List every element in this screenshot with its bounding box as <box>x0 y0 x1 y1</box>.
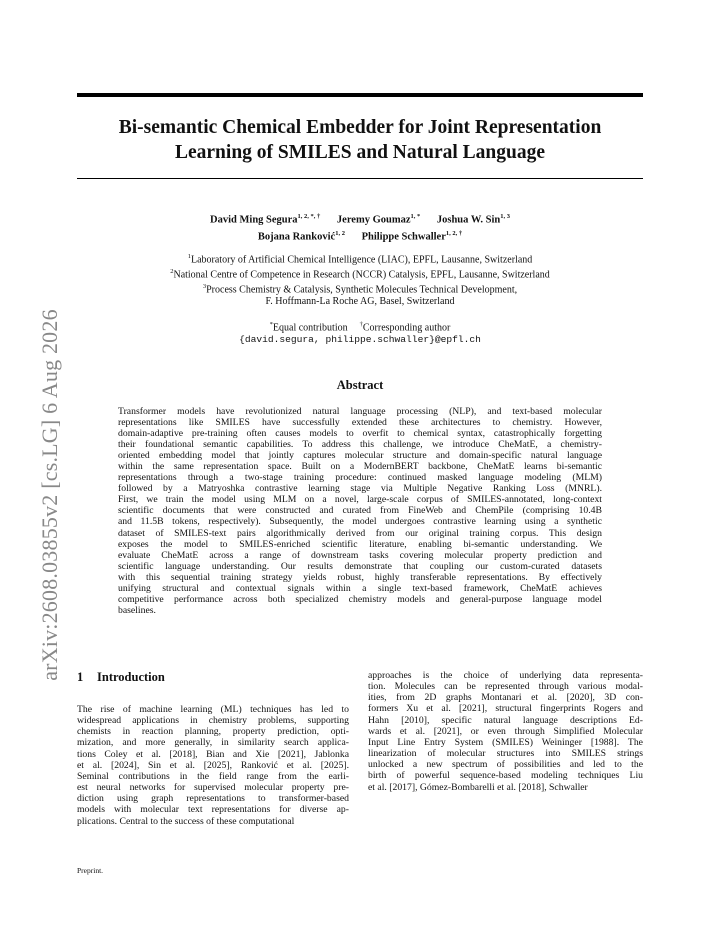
title-bottom-rule <box>77 178 643 179</box>
author-name: Philippe Schwaller <box>361 231 446 242</box>
body-text-line: formers Xu et al. [2021], structural fingerprints Rogers and <box>368 703 643 715</box>
corresponding-mark: † <box>359 321 363 328</box>
section-heading <box>77 670 165 685</box>
affiliation-mark: 3 <box>202 282 207 290</box>
abstract-line: scientific documents that were constructed and curated from FineWeb and ChemPile (comprising 10.4B <box>118 505 602 517</box>
body-text-line: Input Line Entry System (SMILES) Weininger [1988]. The <box>368 736 643 748</box>
contribution-notes <box>77 319 643 346</box>
body-text-line: diction using graph representations to transformer-based <box>77 793 349 805</box>
abstract-line: with this sequential training strategy yields robust, highly transferable representations. By effectively <box>118 571 602 583</box>
author-row-1 <box>77 210 643 227</box>
intro-left-column <box>77 704 349 827</box>
intro-right-column <box>368 670 643 793</box>
abstract-line: their foundational semantic capabilities. To address this challenge, we introduce CheMatE, a chemistry- <box>118 439 602 451</box>
author-marks: 1, 2, † <box>445 229 463 237</box>
body-text-line: tion. Molecules can be represented through various modal- <box>368 681 643 693</box>
abstract-line: within the same representation space. Built on a ModernBERT backbone, CheMatE learns bi-semantic <box>118 461 602 473</box>
body-text-line: widespread applications in chemistry problems, supporting <box>77 715 349 727</box>
affiliation-line <box>77 251 643 266</box>
abstract-line: Transformer models have revolutionized natural language processing (NLP), and text-based molecular <box>118 406 602 417</box>
body-text-line: et al. [2024], Sin et al. [2025], Ranković et al. [2025]. <box>77 759 349 771</box>
abstract-line: unifying structural and contextual signals within a single text-based framework, CheMatE achieves <box>118 582 602 594</box>
author-row-2 <box>77 227 643 244</box>
paper-title <box>77 115 643 165</box>
title-line-1: Bi-semantic Chemical Embedder for Joint Representation <box>118 117 602 138</box>
affiliation-mark: 1 <box>187 253 191 260</box>
affiliation-text: Process Chemistry & Catalysis, Synthetic Molecules Technical Development, <box>206 284 518 296</box>
abstract-line: representations through a two-stage training procedure: continued masked language modeling (MLM) <box>118 472 602 484</box>
abstract-line: scientific language understanding. Our results demonstrate that coupling our custom-curated datasets <box>118 560 602 572</box>
affiliation-mark: 2 <box>170 267 174 275</box>
body-text-line: Seminal contributions in the field range from the earli- <box>77 770 349 782</box>
abstract-line: baselines. <box>118 604 156 616</box>
affiliation-line: F. Hoffmann-La Roche AG, Basel, Switzerland <box>265 295 455 307</box>
body-text-line: birth of powerful sequence-based modeling techniques Liu <box>368 770 643 782</box>
body-text-line: unlocked a new spectrum of possibilities and led to the <box>368 759 643 771</box>
author-list <box>77 210 643 243</box>
affiliation-line <box>77 266 643 281</box>
title-top-rule <box>77 93 643 97</box>
body-text-line: chemists in reaction planning, property prediction, opti- <box>77 726 349 738</box>
author-marks: 1, 2, *, † <box>297 213 321 220</box>
contact-email[interactable]: {david.segura, philippe.schwaller}@epfl.ch <box>239 334 481 346</box>
abstract-line: evaluate CheMatE across a range of downstream tasks covering molecular property prediction and <box>118 549 602 561</box>
author-name: Joshua W. Sin <box>436 214 501 226</box>
affiliation-text: Laboratory of Artificial Chemical Intelligence (LIAC), EPFL, Lausanne, Switzerland <box>190 254 533 266</box>
contribution-line <box>77 319 643 334</box>
body-text-line: Hahn [2010], specific natural language descriptions Ed- <box>368 714 643 726</box>
author-marks: 1, 3 <box>500 213 510 220</box>
affiliation-line <box>77 281 643 296</box>
abstract-line: followed by a Matryoshka contrastive learning stage via Multiple Negative Ranking Loss (MNRL). <box>118 483 602 495</box>
author-name: David Ming Segura <box>210 214 298 226</box>
abstract-heading: Abstract <box>336 378 384 392</box>
body-text-line: plications. Central to the success of these computational <box>77 815 295 827</box>
body-text-line: ities, from 2D graphs Montanari et al. [2020], 3D con- <box>368 692 643 704</box>
abstract-line: exposes the model to SMILES-enriched scientific literature, enabling bi-semantic understanding. We <box>118 538 602 550</box>
abstract-line: competitive performance across both specialized chemistry models and general-purpose language model <box>118 593 602 605</box>
abstract-line: First, we train the model using MLM on a novel, large-scale corpus of SMILES-annotated, long-context <box>118 494 602 506</box>
affiliations <box>77 251 643 307</box>
abstract-line: domain-adaptive pre-training often causes models to overfit to chemical syntax, catastrophically forgetting <box>118 428 602 440</box>
body-text-line: The rise of machine learning (ML) techniques has led to <box>77 704 349 715</box>
author-name: Bojana Ranković <box>257 231 336 242</box>
equal-contribution-note: Equal contribution <box>272 322 348 334</box>
body-text-line: tions Coley et al. [2018], Bian and Xie [2021], Jablonka <box>77 748 349 760</box>
body-text-line: approaches is the choice of underlying data representa- <box>368 670 643 681</box>
author-marks: 1, * <box>410 213 421 220</box>
section-title: Introduction <box>97 670 165 684</box>
abstract-body <box>118 406 602 616</box>
body-text-line: mization, and more generally, in similarity search applica- <box>77 737 349 749</box>
body-text-line: et al. [2017], Gómez-Bombarelli et al. [2018], Schwaller <box>368 781 588 793</box>
body-text-line: wards et al. [2021], or even through Simplified Molecular <box>368 725 643 737</box>
body-text-line: models with molecular text representations for diverse ap- <box>77 804 349 816</box>
abstract-line: and 11.5B tokens, respectively). Subsequently, the model undergoes contrastive learning using a synthetic <box>118 516 602 528</box>
abstract-line: oriented embedding model that jointly captures molecular structure and domain-specific natural language <box>118 450 602 462</box>
preprint-footer: Preprint. <box>77 866 104 875</box>
author-name: Jeremy Goumaz <box>336 214 411 226</box>
corresponding-author-note: Corresponding author <box>362 322 451 334</box>
body-text-line: linearization of molecular structures into SMILES strings <box>368 748 643 760</box>
abstract-line: dataset of SMILES-text pairs algorithmically derived from our original training corpus. This design <box>118 527 602 539</box>
affiliation-text: National Centre of Competence in Research (NCCR) Catalysis, EPFL, Lausanne, Switzerland <box>173 269 550 281</box>
title-line-2: Learning of SMILES and Natural Language <box>174 142 546 163</box>
body-text-line: est neural networks for supervised molecular property pre- <box>77 782 349 794</box>
equal-mark: * <box>269 321 273 328</box>
arxiv-stamp: arXiv:2608.03855v2 [cs.LG] 6 Aug 2026 <box>37 309 62 681</box>
author-marks: 1, 2 <box>335 229 345 237</box>
abstract-line: representations like SMILES have successfully extended these architectures to chemistry. However, <box>118 417 602 429</box>
section-number: 1 <box>77 670 84 684</box>
